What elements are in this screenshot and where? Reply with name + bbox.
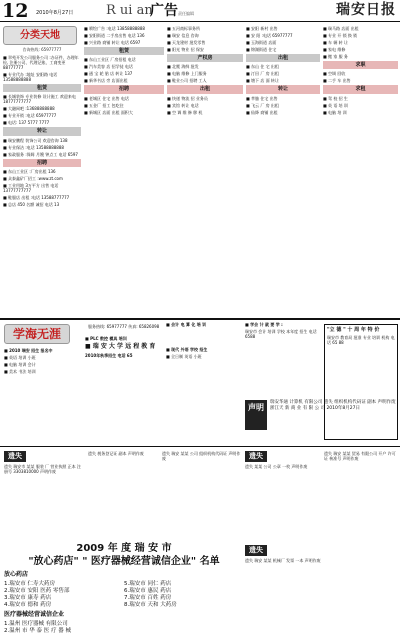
page-header xyxy=(0,0,400,22)
ad-item: ■ 电脑 培训 会计 xyxy=(4,362,36,367)
classifieds-column-3 xyxy=(167,26,243,306)
notice-text: 瑞安华通 计算机 有限公司 遗失 组织机构代码证 副本 声明作废 浙江天 新 商 业 有 限 公 司 2010年8月27日 xyxy=(270,400,396,411)
lost-text: 遗失 瑞安 某某 贸易 有限公司 开户 许可证 核准号 声明作废 xyxy=(324,451,396,461)
ad-item: ■ 东山工业区 :厂房出租 136 xyxy=(3,168,56,174)
ad-item: ■ 搬 家 服 务 xyxy=(323,54,348,59)
ad-item: ■ 安阳街道 二手房出售 电话 136 xyxy=(84,33,145,38)
notice-item: 6.瑞安市 惠民 药店 xyxy=(124,587,172,594)
ad-item: ■ 瑞 安 大 学 远 程 教 育 xyxy=(85,343,156,350)
section-heading: 出租 xyxy=(167,85,243,93)
ad-item: ■ 阳光 物业 招 保安 xyxy=(167,47,204,52)
ad-item: ■ 五金厂 招工 包吃住 xyxy=(84,102,124,108)
ad-item: ■ 家电 维修 xyxy=(323,47,346,52)
education-section xyxy=(0,318,400,443)
ad-item: ■ 通 宝 轮 胎 店 转让 137 xyxy=(84,71,133,77)
notice-row xyxy=(4,588,244,595)
ad-item: ■ 汀田 厂 房 出租 xyxy=(246,71,279,77)
ad-item: ■ 喷绘广告 :电话 13858888888 xyxy=(84,26,145,31)
notice-item: 2.温州 市 华 泰 医 疗 器 械 xyxy=(4,627,71,634)
section-heading: 产权房 xyxy=(167,54,243,62)
lost-label: 遗失 xyxy=(245,451,267,462)
notice-title-2: "放心药店" " 医疗器械经营诚信企业" 名单 xyxy=(28,555,220,567)
ad-item: ■ 安 阳 :电话 65977777 xyxy=(246,33,293,38)
notice-row xyxy=(4,628,244,635)
lost-notice-5 xyxy=(324,451,398,641)
ad-item: ■ 学会 计 就 要 学 : xyxy=(245,322,283,327)
ad-item: ■ 东山 住 宅 出租 xyxy=(246,64,279,70)
section-heading: 转让 xyxy=(3,127,81,135)
ad-item: ■ 塘下 店 面 转让 xyxy=(246,78,279,84)
lost-label: 遗失 xyxy=(245,545,267,556)
ad-item: ■ 仙降 商铺 出租 xyxy=(246,109,278,115)
notice-item: 2.瑞安市 安阳 医药 零售部 xyxy=(4,587,70,594)
lost-text: 遗失 瑞安 某某 公司 组织机构代码证 声明作废 xyxy=(162,451,241,461)
ad-item: ■ 兴业路 商铺 转让 电话 6597 xyxy=(84,40,141,45)
ad-item: ■ 总店 450 名额 诚招 电话 13 xyxy=(3,201,60,207)
ad-item: ■ 安阳 新村 出售 xyxy=(246,26,278,31)
notice-row xyxy=(4,581,244,588)
education-col-3 xyxy=(166,322,242,442)
ad-item: ■ 空 调 维 修 移 机 xyxy=(167,109,203,115)
ad-item: ■ 会计 电 算 化 培 训 xyxy=(166,322,207,327)
education-col-4 xyxy=(245,322,320,398)
ad-item: ■ 全日制 英语 小班 xyxy=(166,354,202,359)
classifieds-column-5 xyxy=(323,26,398,306)
notice-title-1: 2009 年 度 瑞 安 市 xyxy=(76,543,172,554)
section-heading: 出租 xyxy=(246,54,320,62)
notice-item: 8.瑞安市 天和 大药房 xyxy=(124,601,177,608)
ad-item: ■ 专业 开 锁 换 锁 xyxy=(323,33,358,38)
notice-row xyxy=(4,602,244,609)
lost-text: 遗失 某某 公司 公章 一枚 声明作废 xyxy=(245,463,308,469)
classifieds-banner: 分类天地 xyxy=(3,26,77,45)
section-heading: 招聘 xyxy=(84,85,164,93)
issue-date: 2010年8月27日 xyxy=(36,10,74,16)
ad-item: ■ 鞋服店 出租 :电话 13588777777 xyxy=(3,194,70,200)
classifieds-hotline: 咨询热线: 65977777 xyxy=(22,47,62,52)
ad-item: ■ 英 语 培 训 xyxy=(323,102,348,108)
ad-item: ■ 锦湖街道 住宅 xyxy=(246,47,277,52)
lost-notice-2 xyxy=(88,451,158,521)
ad-item: ■ 翠苑开发公司服务公司 :办证件、办理年检, 注册公司、代理记账、工商变更 88777777 xyxy=(3,55,79,70)
notice-row xyxy=(4,595,244,602)
section-letters: R ui an xyxy=(106,3,153,18)
ad-item: ■ 瑞安 信息 咨询 xyxy=(167,33,199,38)
ad-item: ■ 驾 校 招 生 xyxy=(323,95,348,101)
ad-item: ■ 宾馆 转让 电话 xyxy=(167,102,199,108)
ad-item: ■ 英语 培训 小班 xyxy=(4,355,36,360)
section-heading: 求职 xyxy=(323,61,398,69)
ad-item: ■ 玉海街道 店面 xyxy=(246,40,277,45)
section-heading: 租赁 xyxy=(3,84,81,92)
ad-item: ■ 电脑 维修 上门服务 xyxy=(167,71,207,77)
notice-row xyxy=(4,621,244,628)
ad-item: ■ 二手 车 出售 xyxy=(323,78,351,84)
ad-item: ■ 天龙建材 批发零售 xyxy=(167,40,206,45)
lost-text: 遗失 税务登记证 副本 声明作废 xyxy=(88,451,144,456)
ad-item: ■ PLC 数控 模具 培训 xyxy=(85,336,127,341)
ad-item: 瑞安市 教育局 批准 专业 培训 机构 电话 65 88 xyxy=(327,335,395,346)
page-number: 12 xyxy=(2,0,29,22)
classifieds-column-1 xyxy=(3,26,81,306)
lost-notice-6 xyxy=(245,545,321,639)
ad-item: ■ 莘塍 住宅 出售 xyxy=(246,95,278,101)
ad-item: ■ 2010 瑞安 招生 报名中 xyxy=(4,348,53,353)
ad-item: ■ 家政服务 :保姆 月嫂 钟点工 电话 6597 xyxy=(3,151,78,157)
education-col-2 xyxy=(85,326,161,442)
section-heading: 转让 xyxy=(246,85,320,93)
lost-label: 遗失 xyxy=(4,451,26,462)
notice-group-heading: 放心药店 xyxy=(4,571,29,578)
classifieds-column-4 xyxy=(246,26,320,306)
pharmacy-notice xyxy=(4,543,244,639)
ad-item: ■ 美术 书法 培训 xyxy=(4,369,36,374)
bottom-section xyxy=(0,446,400,641)
ad-item: ■ 快递 物流 招 业务员 xyxy=(167,95,208,101)
ad-item: ■ 大融网吧 :13688888888 xyxy=(3,106,55,112)
ad-item: ■ 专业代办 :地址 安阳路 电话 13588888888 xyxy=(3,72,58,82)
ad-item: ■ 车 辆 转 让 xyxy=(323,40,348,45)
ad-item: ■ 新城区 店面 出租 面积大 xyxy=(84,109,133,115)
ad-item: ■ 东山工业区 厂房招租 电话 xyxy=(84,57,136,63)
ad-item: ■ 工业用地 3万平方 出售 电话 13777777777 xyxy=(3,182,59,193)
notice-item: 5.瑞安市 同仁 药店 xyxy=(124,580,172,587)
ad-item: ■ 空调 回收 xyxy=(323,71,346,77)
notice-group-heading: 医疗器械经营诚信企业 xyxy=(4,611,65,619)
notice-item: 1.瑞安市 仁寿大药房 xyxy=(4,580,55,587)
education-phone: 服务热线: 65977777 传真: 65826098 xyxy=(88,324,160,329)
editor-tag: 责任编辑 xyxy=(178,11,194,16)
notice-item: 3.瑞安市 康寿 药店 xyxy=(4,594,52,601)
ad-item: ■ 电脑 培 训 xyxy=(323,109,347,115)
lost-text: 遗失 瑞安市 某某 服装 厂 营业执照 正本 注册号 3303810000 声明作废 xyxy=(4,463,81,474)
ad-item: ■ 飞云 厂 房 出租 xyxy=(246,102,279,108)
education-col-1 xyxy=(4,348,82,440)
ad-item: ■ 北麂 海鲜 批发 xyxy=(167,64,199,70)
lost-notice-4 xyxy=(245,451,321,543)
lost-text: 遗失 瑞安 某某 机械厂 发票 一本 声明作废 xyxy=(245,557,321,563)
notice-item: 4.瑞安市 德和 药房 xyxy=(4,601,52,608)
notice-label: 声明 xyxy=(245,400,267,430)
ad-item: 瑞安市 会计 培训 学校 本年度 招生 电话 6588 xyxy=(245,329,317,339)
ad-item: ■ 汽车美容 店 招学徒 电话 xyxy=(84,64,133,70)
notice-item: 1.温州 医疗器械 有限公司 xyxy=(4,620,68,627)
ad-item: ■ 五河商标事务所 xyxy=(167,26,201,31)
paper-name: 瑞安日报 xyxy=(336,2,396,18)
ad-item: ■ 瑞马路 店面 出租 xyxy=(323,26,359,31)
ad-item: 2010年秋季招生 电话 65 xyxy=(85,352,133,358)
ad-item: ■ 瑞安鹏程 装饰公司 欢迎咨询 138 xyxy=(3,137,68,143)
notice-item: 7.瑞安市 百姓 药房 xyxy=(124,594,172,601)
ad-item: ■ 鞋业公司 招聘 工人 xyxy=(167,78,207,84)
lost-notice-1 xyxy=(4,451,82,543)
ad-title: "立 德 " 十 周 年 特 价 xyxy=(327,327,380,333)
section-heading: 租赁 xyxy=(84,47,164,55)
ad-item: ■ 新华书店 旁 店面出租 xyxy=(84,78,128,84)
lost-notice-3 xyxy=(162,451,242,543)
education-banner: 学海无涯 xyxy=(4,324,70,344)
ad-item: ■ 专业开锁 :电话 65977777 xyxy=(3,113,57,119)
ad-item: ■ 现代 外语 学校 招生 xyxy=(166,347,208,352)
section-heading: 求租 xyxy=(323,85,398,93)
classifieds-column-2 xyxy=(84,26,164,306)
ad-item: ■ 老城区 住宅 出售 电话 xyxy=(84,95,129,101)
section-heading: 招聘 xyxy=(3,159,81,167)
ad-item: ■ 电话: 137 5777 7777 xyxy=(3,120,50,126)
ad-item: ■ 长城装饰 专业装修 设计施工 欢迎来电 18777777777 xyxy=(3,94,76,105)
ad-item: ■ 专业保洁 :电话 13588888888 xyxy=(3,144,64,150)
ad-item: ■ 众泰鑫矿厂招工 :www.zt.com xyxy=(3,175,63,181)
section-name: 广告 xyxy=(150,3,178,19)
